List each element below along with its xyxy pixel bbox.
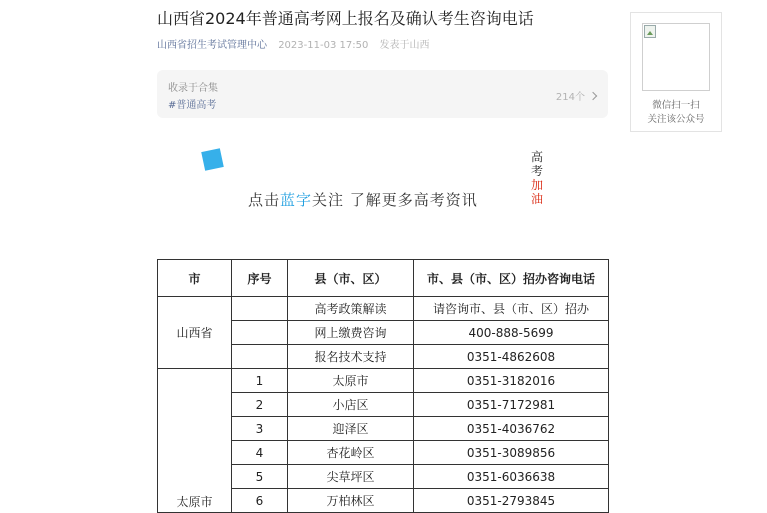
banner-prefix: 点击 bbox=[248, 191, 281, 209]
city-cell: 太原市 bbox=[158, 369, 232, 513]
table-row bbox=[158, 369, 609, 393]
chevron-right-icon bbox=[589, 91, 597, 99]
collection-tag-link[interactable]: #普通高考 bbox=[168, 100, 217, 111]
collection-count-text: 214个 bbox=[555, 92, 585, 103]
phone-cell: 0351-6036638 bbox=[414, 465, 609, 489]
vertical-slogan bbox=[528, 150, 546, 206]
qr-caption-line2: 关注该公众号 bbox=[647, 114, 705, 125]
article-title: 山西省2024年普通高考网上报名及确认考生咨询电话 bbox=[157, 9, 534, 28]
number-cell: 2 bbox=[232, 393, 288, 417]
county-cell: 杏花岭区 bbox=[288, 441, 414, 465]
collection-label: 收录于合集 bbox=[168, 83, 218, 94]
follow-banner bbox=[248, 189, 478, 210]
phone-cell: 请咨询市、县（市、区）招办 bbox=[414, 297, 609, 321]
phone-cell: 0351-7172981 bbox=[414, 393, 609, 417]
phone-cell: 0351-4036762 bbox=[414, 417, 609, 441]
publish-date: 2023-11-03 17:50 bbox=[278, 40, 369, 51]
header-city: 市 bbox=[158, 260, 232, 297]
number-cell: 5 bbox=[232, 465, 288, 489]
header-number: 序号 bbox=[232, 260, 288, 297]
number-cell bbox=[232, 321, 288, 345]
slogan-char: 高 bbox=[530, 150, 543, 164]
qr-code-image bbox=[642, 23, 710, 91]
number-cell: 3 bbox=[232, 417, 288, 441]
county-cell: 万柏林区 bbox=[288, 489, 414, 513]
county-cell: 报名技术支持 bbox=[288, 345, 414, 369]
banner-highlight: 蓝字 bbox=[280, 191, 313, 209]
county-cell: 尖草坪区 bbox=[288, 465, 414, 489]
slogan-char: 油 bbox=[530, 192, 543, 206]
collection-card[interactable] bbox=[157, 70, 608, 118]
slogan-char: 考 bbox=[530, 164, 543, 178]
number-cell bbox=[232, 297, 288, 321]
phone-cell: 0351-4862608 bbox=[414, 345, 609, 369]
article-meta bbox=[157, 36, 438, 51]
phone-cell: 400-888-5699 bbox=[414, 321, 609, 345]
contact-phone-table bbox=[157, 259, 609, 513]
broken-image-icon bbox=[644, 25, 656, 38]
phone-cell: 0351-3089856 bbox=[414, 441, 609, 465]
header-phone: 市、县（市、区）招办咨询电话 bbox=[414, 260, 609, 297]
county-cell: 高考政策解读 bbox=[288, 297, 414, 321]
publish-location: 发表于山西 bbox=[379, 40, 430, 51]
county-cell: 网上缴费咨询 bbox=[288, 321, 414, 345]
collection-count[interactable] bbox=[556, 88, 596, 103]
number-cell: 6 bbox=[232, 489, 288, 513]
slogan-char: 加 bbox=[530, 178, 543, 192]
number-cell bbox=[232, 345, 288, 369]
city-cell: 山西省 bbox=[158, 297, 232, 369]
decorative-blue-square bbox=[201, 148, 224, 171]
qr-code-panel bbox=[630, 12, 722, 132]
county-cell: 小店区 bbox=[288, 393, 414, 417]
header-county: 县（市、区） bbox=[288, 260, 414, 297]
qr-caption-line1: 微信扫一扫 bbox=[652, 100, 700, 111]
banner-suffix: 关注 了解更多高考资讯 bbox=[312, 191, 478, 209]
account-name-link[interactable]: 山西省招生考试管理中心 bbox=[157, 40, 267, 51]
number-cell: 4 bbox=[232, 441, 288, 465]
county-cell: 太原市 bbox=[288, 369, 414, 393]
phone-cell: 0351-2793845 bbox=[414, 489, 609, 513]
table-header-row bbox=[158, 260, 609, 297]
table-row bbox=[158, 297, 609, 321]
county-cell: 迎泽区 bbox=[288, 417, 414, 441]
phone-cell: 0351-3182016 bbox=[414, 369, 609, 393]
number-cell: 1 bbox=[232, 369, 288, 393]
